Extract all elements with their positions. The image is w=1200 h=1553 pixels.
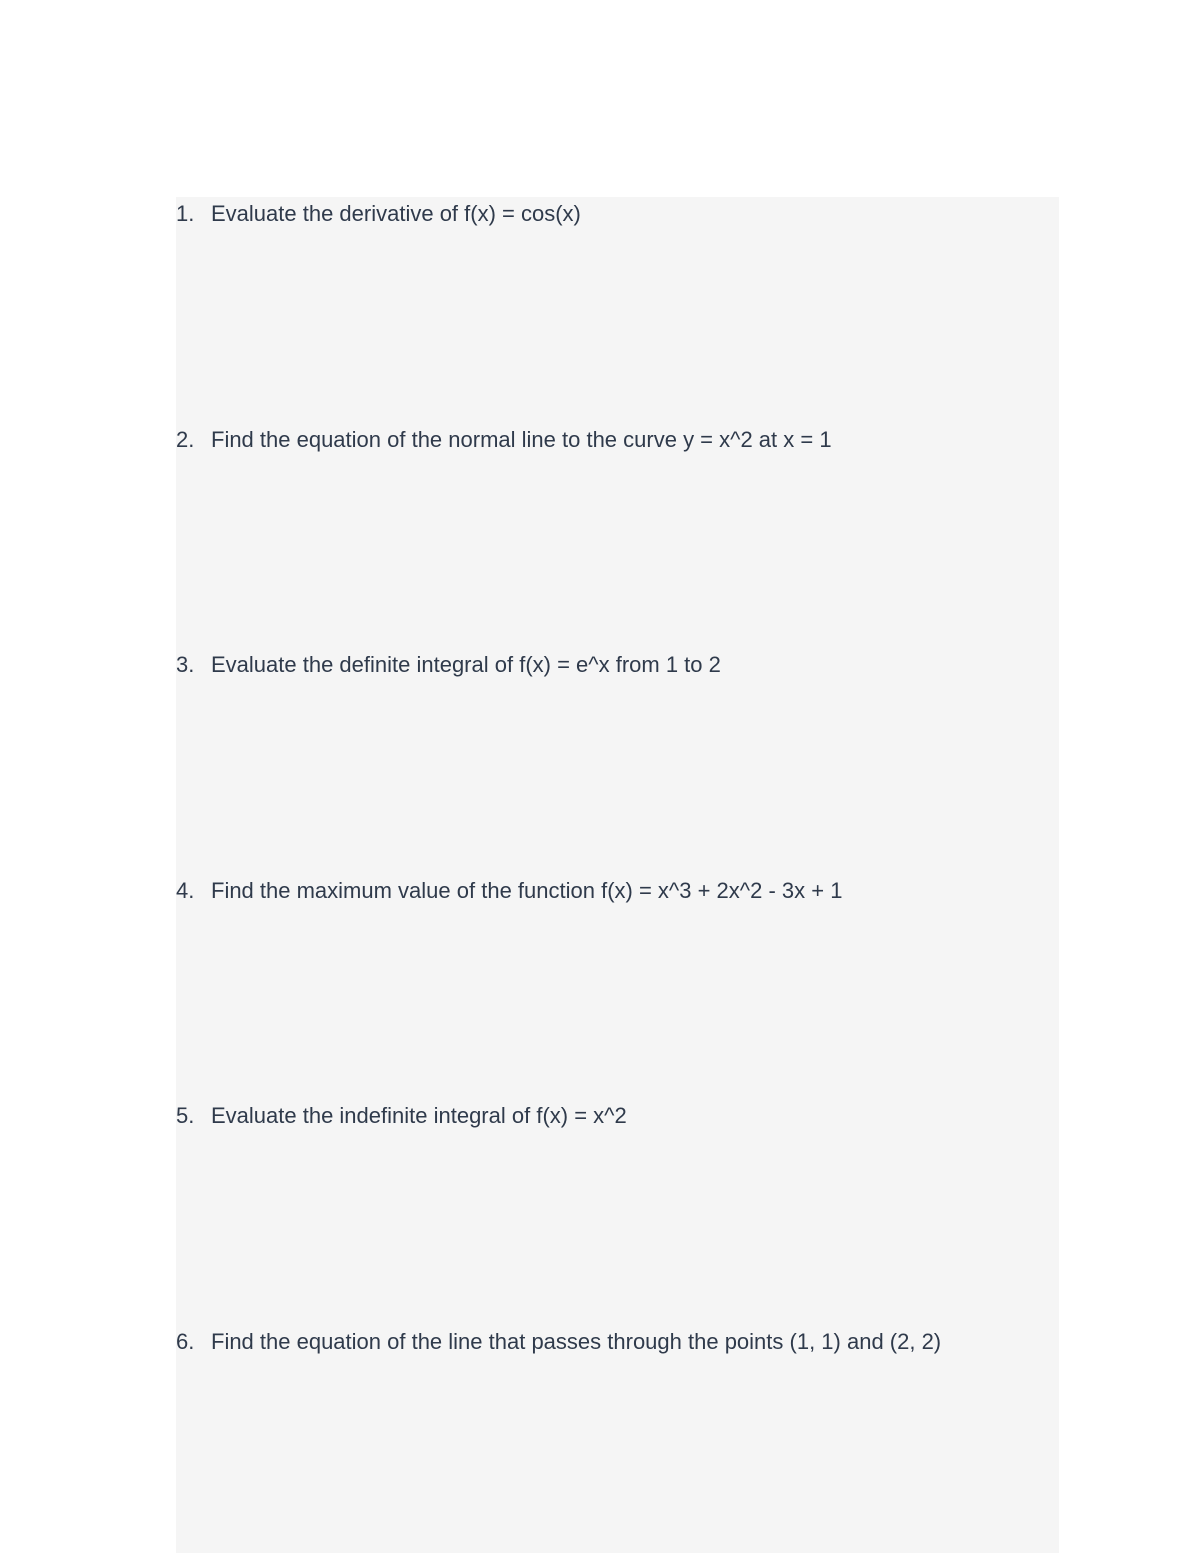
- question-text: Find the maximum value of the function f(x) = x^3 + 2x^2 - 3x + 1: [211, 878, 843, 903]
- question-text: Evaluate the derivative of f(x) = cos(x): [211, 201, 581, 226]
- question-item-2: [176, 425, 1036, 465]
- question-item-3: [176, 650, 1036, 690]
- question-number: 5.: [176, 1103, 195, 1128]
- question-item-4: [176, 876, 1036, 916]
- question-text: Evaluate the definite integral of f(x) = e^x from 1 to 2: [211, 652, 721, 677]
- question-item-5: [176, 1101, 1036, 1141]
- question-text: Find the equation of the line that passes through the points (1, 1) and (2, 2): [211, 1329, 942, 1354]
- question-text: Evaluate the indefinite integral of f(x) = x^2: [211, 1103, 627, 1128]
- question-number: 6.: [176, 1329, 195, 1354]
- question-number: 1.: [176, 201, 195, 226]
- question-number: 2.: [176, 427, 195, 452]
- worksheet-panel: [176, 197, 1059, 1553]
- question-number: 3.: [176, 652, 195, 677]
- question-item-1: [176, 199, 1036, 239]
- question-text: Find the equation of the normal line to the curve y = x^2 at x = 1: [211, 427, 832, 452]
- question-item-6: [176, 1327, 1036, 1367]
- question-number: 4.: [176, 878, 195, 903]
